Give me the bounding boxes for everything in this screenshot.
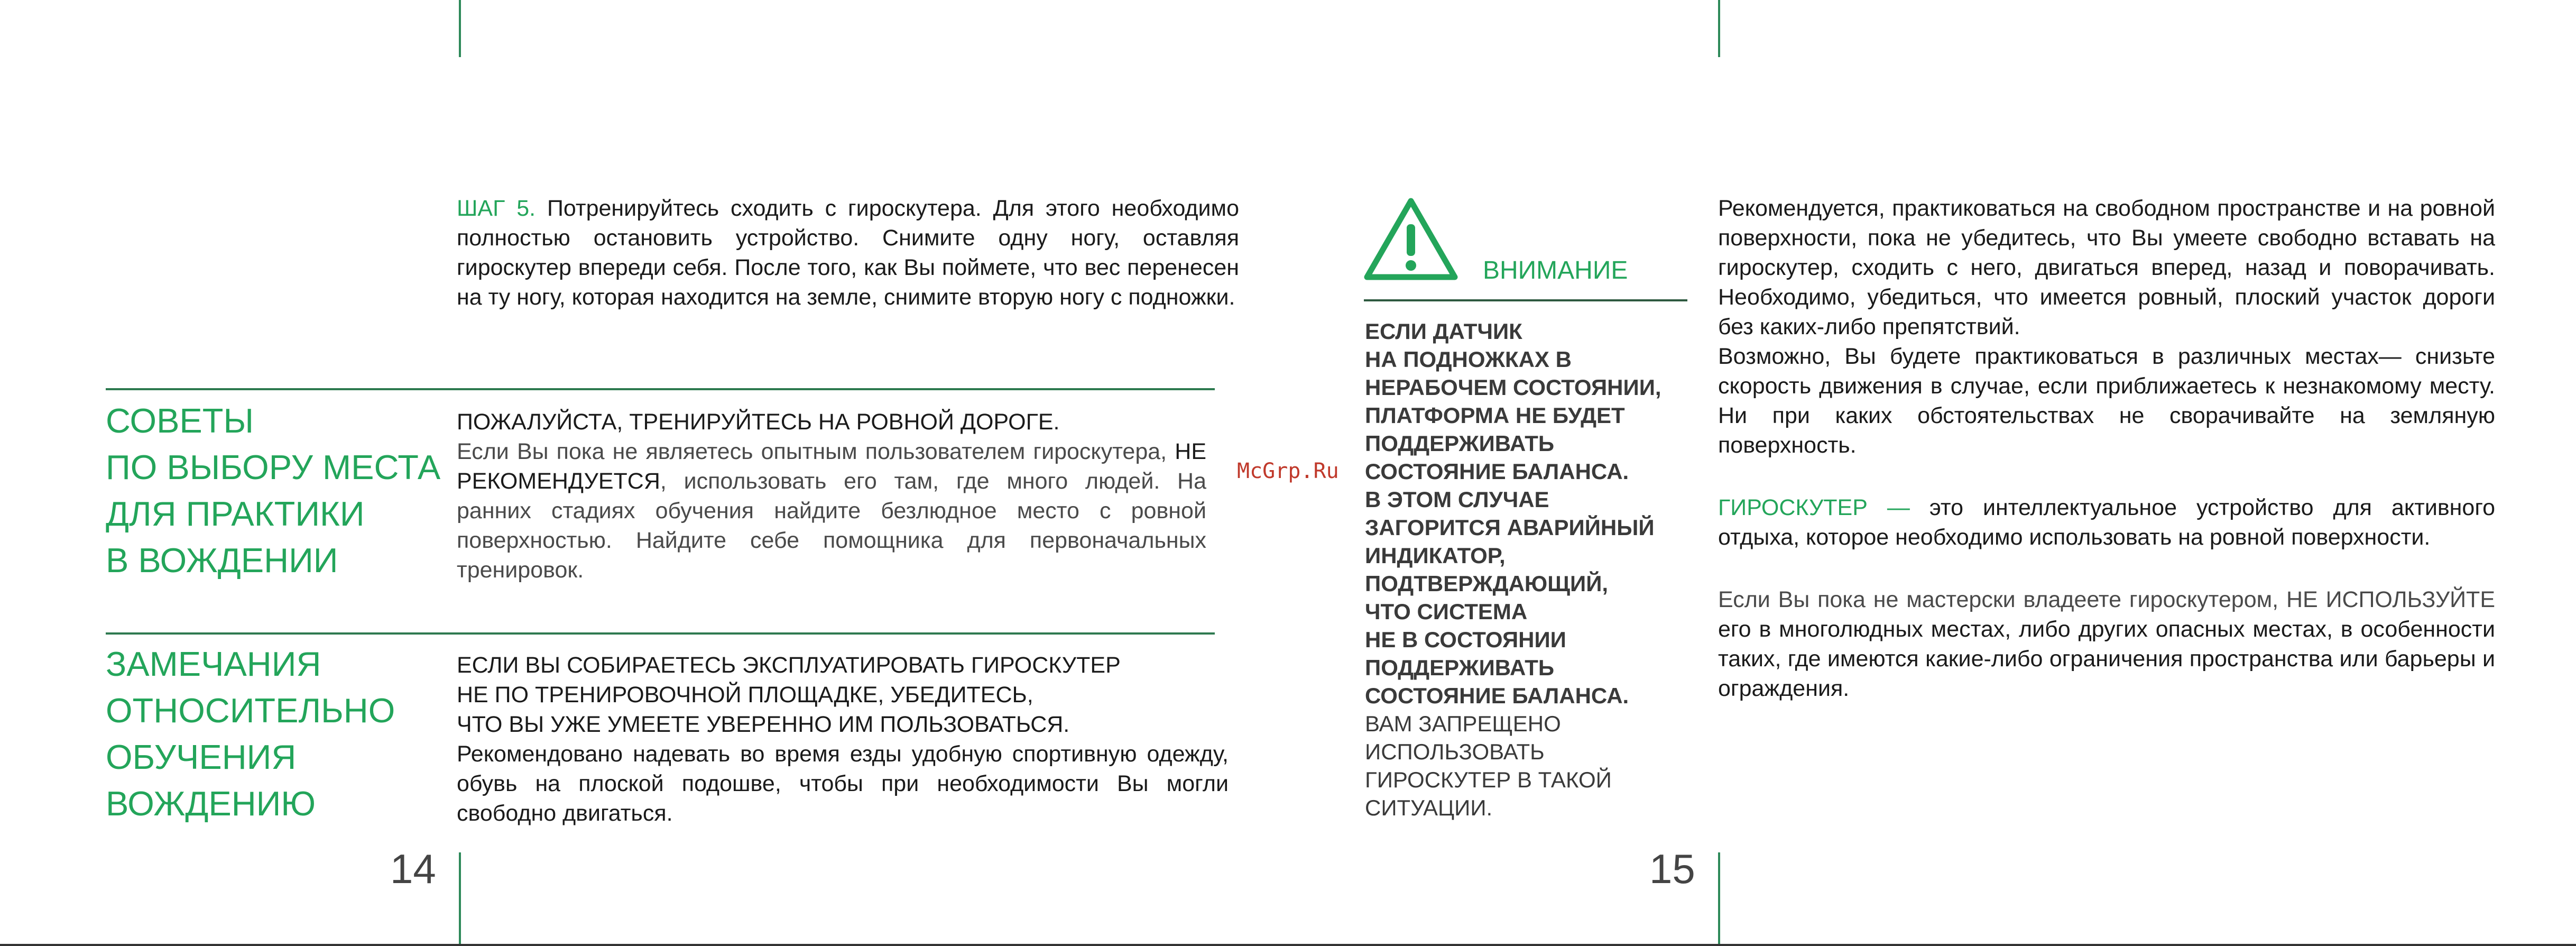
right-column	[1718, 194, 2495, 703]
page-number-right: 15	[1649, 846, 1695, 892]
right-p4-a: Если Вы пока не мастерски владеете гироскутером,	[1718, 587, 2279, 612]
section1-text-a: Если Вы пока не являетесь опытным пользователем гироскутера,	[457, 439, 1167, 464]
warning-bold-line: В ЭТОМ СЛУЧАЕ	[1365, 487, 1549, 512]
warning-normal-line: СИТУАЦИИ.	[1365, 795, 1493, 820]
section2-heading	[106, 641, 465, 827]
warning-bold-line: СОСТОЯНИЕ БАЛАНСА.	[1365, 459, 1629, 484]
warning-bold-line: НЕ В СОСТОЯНИИ	[1365, 627, 1566, 652]
section1-divider	[106, 388, 1215, 390]
warning-bold-line: ПОДДЕРЖИВАТЬ	[1365, 655, 1555, 680]
left-top-guide	[459, 0, 461, 57]
section1-heading-line: ДЛЯ ПРАКТИКИ	[106, 494, 365, 533]
section2-title-line: ЕСЛИ ВЫ СОБИРАЕТЕСЬ ЭКСПЛУАТИРОВАТЬ ГИРОСКУТЕР	[457, 653, 1121, 678]
section2-title-line: ЧТО ВЫ УЖЕ УМЕЕТЕ УВЕРЕННО ИМ ПОЛЬЗОВАТЬСЯ.	[457, 712, 1070, 737]
warning-title: ВНИМАНИЕ	[1483, 256, 1628, 284]
section2-heading-line: ЗАМЕЧАНИЯ	[106, 645, 321, 683]
warning-triangle-icon	[1364, 197, 1458, 281]
right-p4-caps: НЕ ИСПОЛЬЗУЙТЕ	[2286, 587, 2496, 612]
right-p4-b: его в многолюдных местах, либо других опасных местах, в особенности таких, где имеются какие-либо ограничения пространства или барьеры и ограждения.	[1718, 617, 2495, 701]
gyro-text: это интеллектуальное устройство для активного отдыха, которое необходимо использовать на ровной поверхности.	[1718, 495, 2496, 550]
section1-text-b: , использовать его там, где много людей. На ранних стадиях обучения найдите безлюдное место с ровной поверхностью. Найдите себе помощника для первоначальных тренировок.	[457, 469, 1206, 583]
section2-divider	[106, 632, 1215, 635]
warning-normal-line: ИСПОЛЬЗОВАТЬ	[1365, 739, 1545, 764]
step5-label: ШАГ 5.	[457, 196, 536, 221]
warning-bold-line: ИНДИКАТОР,	[1365, 543, 1506, 568]
warning-bold-line: ПОДТВЕРЖДАЮЩИЙ,	[1365, 571, 1609, 596]
section1-heading-line: В ВОЖДЕНИИ	[106, 541, 338, 580]
watermark: McGrp.Ru	[1237, 459, 1339, 483]
section1-title: ПОЖАЛУЙСТА, ТРЕНИРУЙТЕСЬ НА РОВНОЙ ДОРОГЕ.	[457, 409, 1060, 435]
step5-text: Потренируйтесь сходить с гироскутера. Для этого необходимо полностью остановить устройство. Снимите одну ногу, оставляя гироскутер впереди себя. После того, как Вы поймете, что вес перенесен на ту ногу, которая находится на земле, снимите вторую ногу с подножки.	[457, 196, 1240, 310]
section2-heading-line: ВОЖДЕНИЮ	[106, 784, 316, 823]
gyro-label: ГИРОСКУТЕР —	[1718, 495, 1910, 520]
right-paragraph-4	[1718, 585, 2495, 703]
section2-title-line: НЕ ПО ТРЕНИРОВОЧНОЙ ПЛОЩАДКЕ, УБЕДИТЕСЬ,	[457, 682, 1033, 708]
warning-bold-line: ЧТО СИСТЕМА	[1365, 599, 1528, 624]
warning-bold-line: ПОДДЕРЖИВАТЬ	[1365, 431, 1555, 456]
left-bottom-guide	[459, 852, 461, 946]
bottom-edge-line	[0, 944, 2576, 946]
warning-bold-line: НА ПОДНОЖКАХ В	[1365, 347, 1572, 372]
warning-normal-line: ВАМ ЗАПРЕЩЕНО	[1365, 711, 1561, 736]
section1-text-caps: НЕ РЕКОМЕНДУЕТСЯ	[457, 439, 1206, 494]
step5-paragraph	[457, 194, 1239, 312]
right-bottom-guide	[1718, 852, 1720, 946]
section1-heading-line: СОВЕТЫ	[106, 401, 254, 440]
warning-bold-line: НЕРАБОЧЕМ СОСТОЯНИИ,	[1365, 375, 1661, 400]
section2-heading-line: ОБУЧЕНИЯ	[106, 738, 297, 776]
section2-text: Рекомендовано надевать во время езды удобную спортивную одежду, обувь на плоской подошве, чтобы при необходимости Вы могли свободно двигаться.	[457, 741, 1229, 826]
warning-bold-line: ЕСЛИ ДАТЧИК	[1365, 319, 1522, 344]
warning-bold-line: СОСТОЯНИЕ БАЛАНСА.	[1365, 683, 1629, 708]
warning-divider	[1364, 299, 1687, 301]
warning-bold-line: ПЛАТФОРМА НЕ БУДЕТ	[1365, 403, 1625, 428]
warning-bold-line: ЗАГОРИТСЯ АВАРИЙНЫЙ	[1365, 515, 1655, 540]
warning-normal-line: ГИРОСКУТЕР В ТАКОЙ	[1365, 767, 1612, 792]
section2-heading-line: ОТНОСИТЕЛЬНО	[106, 691, 395, 730]
right-top-guide	[1718, 0, 1720, 57]
section1-heading	[106, 398, 465, 584]
page-number-left: 14	[390, 846, 436, 892]
warning-text	[1365, 317, 1661, 822]
section2-body	[457, 650, 1229, 828]
section1-heading-line: ПО ВЫБОРУ МЕСТА	[106, 448, 441, 486]
section1-body	[457, 407, 1206, 585]
right-paragraph-2: Возможно, Вы будете практиковаться в различных местах— снизьте скорость движения в случае, если приближаетесь к незнакомому месту. Ни при каких обстоятельствах не сворачивайте на земляную поверхность.	[1718, 344, 2495, 458]
right-paragraph-1: Рекомендуется, практиковаться на свободном пространстве и на ровной поверхности, пока не убедитесь, что Вы умеете свободно вставать на гироскутер, сходить с него, двигаться вперед, назад и поворачивать. Необходимо, убедиться, что имеется ровный, плоский участок дороги без каких-либо препятствий.	[1718, 196, 2495, 339]
right-paragraph-gyro	[1718, 493, 2495, 552]
